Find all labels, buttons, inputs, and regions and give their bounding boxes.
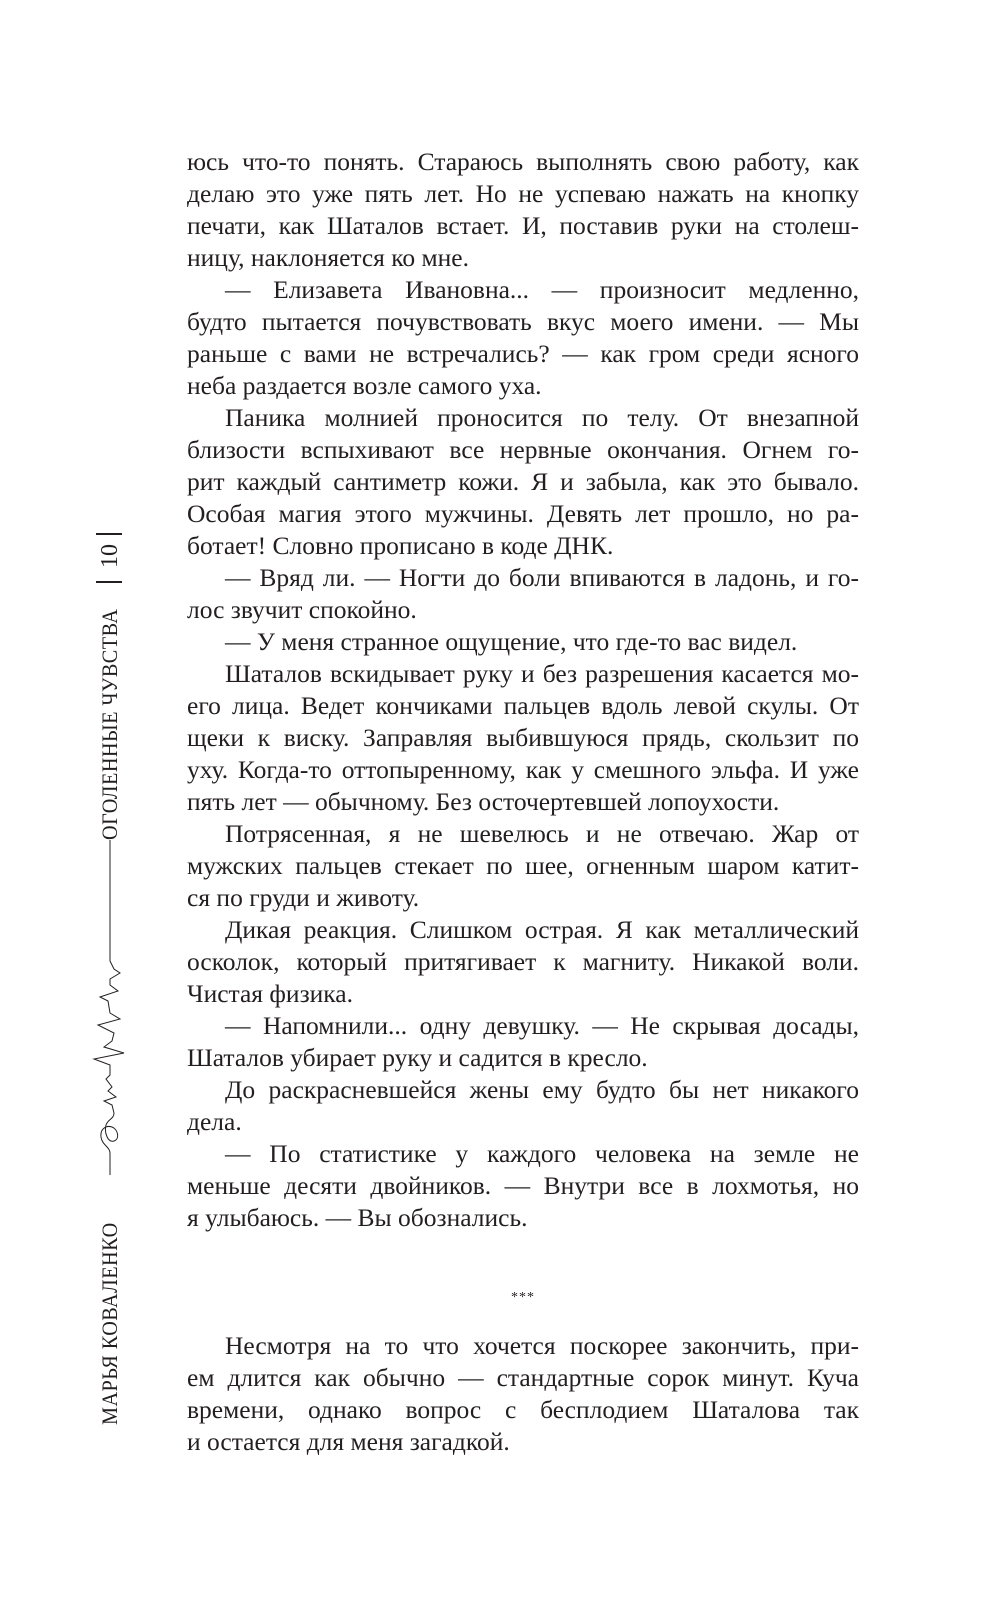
text-line: делаю это уже пять лет. Но не успеваю нажать на кнопку [187, 179, 859, 208]
text-line: — У меня странное ощущение, что где-то вас видел. [225, 627, 798, 656]
text-line: уху. Когда-то оттопыренному, как у смешного эльфа. И уже [187, 755, 859, 784]
running-head [92, 525, 128, 1425]
text-line: дела. [187, 1107, 242, 1136]
heartbeat-heart-ornament [92, 830, 128, 1175]
scene-separator: *** [511, 1290, 535, 1305]
text-line: — Елизавета Ивановна... — произносит медленно, [225, 275, 859, 304]
text-line: — По статистике у каждого человека на земле не [225, 1139, 859, 1168]
text-line: Особая магия этого мужчины. Девять лет прошло, но ра- [187, 499, 859, 528]
text-line: щеки к виску. Заправляя выбившуюся прядь, скользит по [187, 723, 859, 752]
text-line: пять лет — обычному. Без осточертевшей лопоухости. [187, 787, 780, 816]
text-line: печати, как Шаталов встает. И, поставив руки на столеш- [187, 211, 859, 240]
page-number: 10 [97, 544, 123, 568]
text-line: Дикая реакция. Слишком острая. Я как металлический [225, 915, 859, 944]
text-line: лос звучит спокойно. [187, 595, 417, 624]
text-line: ем длится как обычно — стандартные сорок минут. Куча [187, 1363, 859, 1392]
text-line: раньше с вами не встречались? — как гром среди ясного [187, 339, 859, 368]
text-line: рит каждый сантиметр кожи. Я и забыла, как это бывало. [187, 467, 859, 496]
text-line: Шаталов убирает руку и садится в кресло. [187, 1043, 648, 1072]
author-name: МАРЬЯ КОВАЛЕНКО [97, 1222, 122, 1425]
text-line: — Вряд ли. — Ногти до боли впиваются в ладонь, и го- [225, 563, 859, 592]
text-line: меньше десяти двойников. — Внутри все в лохмотья, но [187, 1171, 859, 1200]
book-title: ОГОЛЕННЫЕ ЧУВСТВА [97, 608, 122, 840]
text-line: его лица. Ведет кончиками пальцев вдоль левой скулы. От [187, 691, 859, 720]
divider-bar [96, 534, 122, 536]
text-line: ся по груди и животу. [187, 883, 420, 912]
text-line: юсь что-то понять. Стараюсь выполнять свою работу, как [187, 147, 859, 176]
text-line: осколок, который притягивает к магниту. Никакой воли. [187, 947, 859, 976]
text-line: времени, однако вопрос с бесплодием Шаталова так [187, 1395, 859, 1424]
text-line: — Напомнили... одну девушку. — Не скрывая досады, [225, 1011, 859, 1040]
text-line: ботает! Словно прописано в коде ДНК. [187, 531, 614, 560]
text-line: Несмотря на то что хочется поскорее закончить, при- [225, 1331, 859, 1360]
text-line: ницу, наклоняется ко мне. [187, 243, 469, 272]
text-line: Паника молнией проносится по телу. От внезапной [225, 403, 859, 432]
text-line: близости вспыхивают все нервные окончания. Огнем го- [187, 435, 859, 464]
text-line: будто пытается почувствовать вкус моего имени. — Мы [187, 307, 859, 336]
text-line: и остается для меня загадкой. [187, 1427, 510, 1456]
text-line: неба раздается возле самого уха. [187, 371, 542, 400]
section-gap [187, 1234, 859, 1266]
divider-bar [96, 582, 122, 584]
text-line: Шаталов вскидывает руку и без разрешения касается мо- [225, 659, 859, 688]
text-line: мужских пальцев стекает по шее, огненным шаром катит- [187, 851, 859, 880]
text-line: Чистая физика. [187, 979, 353, 1008]
text-line: Потрясенная, я не шевелюсь и не отвечаю. Жар от [225, 819, 859, 848]
body-text [187, 146, 859, 1458]
text-line: До раскрасневшейся жены ему будто бы нет никакого [225, 1075, 859, 1104]
text-line: я улыбаюсь. — Вы обознались. [187, 1203, 528, 1232]
